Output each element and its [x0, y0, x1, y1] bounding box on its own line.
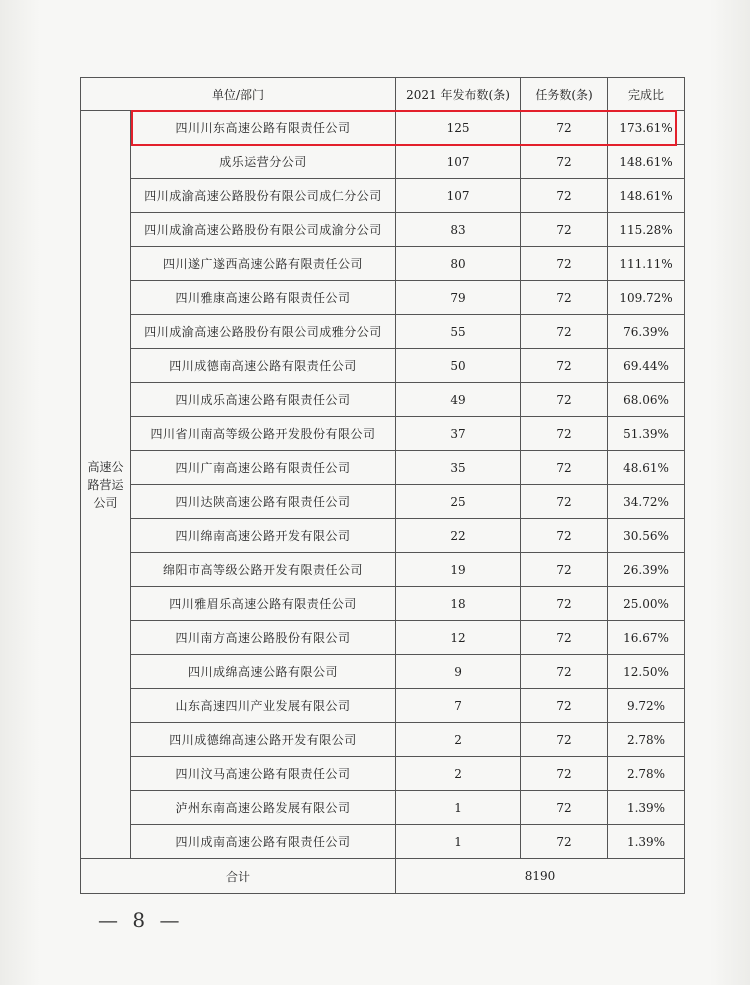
published-cell: 55	[396, 315, 521, 349]
table-row	[81, 485, 685, 519]
ratio-cell: 76.39%	[608, 315, 685, 349]
ratio-cell: 109.72%	[608, 281, 685, 315]
unit-cell: 泸州东南高速公路发展有限公司	[131, 791, 396, 825]
unit-cell: 成乐运营分公司	[131, 145, 396, 179]
tasks-cell: 72	[521, 553, 608, 587]
published-cell: 107	[396, 145, 521, 179]
ratio-cell: 1.39%	[608, 791, 685, 825]
table-row	[81, 587, 685, 621]
unit-cell: 四川汶马高速公路有限责任公司	[131, 757, 396, 791]
tasks-cell: 72	[521, 825, 608, 859]
tasks-cell: 72	[521, 587, 608, 621]
unit-cell: 四川雅康高速公路有限责任公司	[131, 281, 396, 315]
unit-cell: 四川广南高速公路有限责任公司	[131, 451, 396, 485]
header-published: 2021 年发布数(条)	[396, 78, 521, 111]
unit-cell: 四川绵南高速公路开发有限公司	[131, 519, 396, 553]
tasks-cell: 72	[521, 689, 608, 723]
ratio-cell: 30.56%	[608, 519, 685, 553]
table-row	[81, 349, 685, 383]
category-line: 高速公	[87, 459, 124, 474]
unit-cell: 四川成乐高速公路有限责任公司	[131, 383, 396, 417]
tasks-cell: 72	[521, 757, 608, 791]
table-header-row	[81, 78, 685, 111]
header-ratio: 完成比	[608, 78, 685, 111]
table-row	[81, 417, 685, 451]
published-cell: 22	[396, 519, 521, 553]
header-unit: 单位/部门	[81, 78, 396, 111]
table-row	[81, 519, 685, 553]
published-cell: 37	[396, 417, 521, 451]
unit-cell: 四川省川南高等级公路开发股份有限公司	[131, 417, 396, 451]
table-row	[81, 621, 685, 655]
unit-cell: 四川成渝高速公路股份有限公司成雅分公司	[131, 315, 396, 349]
published-cell: 12	[396, 621, 521, 655]
total-row	[81, 859, 685, 894]
table-row	[81, 451, 685, 485]
published-cell: 35	[396, 451, 521, 485]
table-row	[81, 179, 685, 213]
published-cell: 1	[396, 825, 521, 859]
published-cell: 83	[396, 213, 521, 247]
published-cell: 49	[396, 383, 521, 417]
table-row	[81, 553, 685, 587]
table-row	[81, 825, 685, 859]
published-cell: 2	[396, 757, 521, 791]
ratio-cell: 111.11%	[608, 247, 685, 281]
published-cell: 7	[396, 689, 521, 723]
unit-cell: 四川成德绵高速公路开发有限公司	[131, 723, 396, 757]
table-row	[81, 791, 685, 825]
unit-cell: 四川成南高速公路有限责任公司	[131, 825, 396, 859]
ratio-cell: 2.78%	[608, 757, 685, 791]
unit-cell: 四川雅眉乐高速公路有限责任公司	[131, 587, 396, 621]
ratio-cell: 26.39%	[608, 553, 685, 587]
unit-cell: 山东高速四川产业发展有限公司	[131, 689, 396, 723]
published-cell: 80	[396, 247, 521, 281]
header-tasks: 任务数(条)	[521, 78, 608, 111]
tasks-cell: 72	[521, 247, 608, 281]
published-cell: 1	[396, 791, 521, 825]
tasks-cell: 72	[521, 417, 608, 451]
unit-cell: 四川成德南高速公路有限责任公司	[131, 349, 396, 383]
ratio-cell: 173.61%	[608, 111, 685, 145]
ratio-cell: 69.44%	[608, 349, 685, 383]
ratio-cell: 25.00%	[608, 587, 685, 621]
unit-cell: 四川成渝高速公路股份有限公司成渝分公司	[131, 213, 396, 247]
table-row	[81, 247, 685, 281]
total-label: 合计	[81, 859, 396, 894]
published-cell: 50	[396, 349, 521, 383]
published-cell: 9	[396, 655, 521, 689]
table-row	[81, 689, 685, 723]
published-cell: 2	[396, 723, 521, 757]
published-cell: 19	[396, 553, 521, 587]
unit-cell: 四川南方高速公路股份有限公司	[131, 621, 396, 655]
table-row	[81, 655, 685, 689]
table-body	[81, 111, 685, 859]
ratio-cell: 34.72%	[608, 485, 685, 519]
unit-cell: 四川成渝高速公路股份有限公司成仁分公司	[131, 179, 396, 213]
tasks-cell: 72	[521, 281, 608, 315]
tasks-cell: 72	[521, 179, 608, 213]
tasks-cell: 72	[521, 111, 608, 145]
unit-cell: 绵阳市高等级公路开发有限责任公司	[131, 553, 396, 587]
tasks-cell: 72	[521, 655, 608, 689]
category-line: 公司	[93, 495, 118, 510]
published-cell: 25	[396, 485, 521, 519]
tasks-cell: 72	[521, 451, 608, 485]
page-number: — 8 —	[98, 908, 184, 932]
published-cell: 125	[396, 111, 521, 145]
total-value: 8190	[396, 859, 685, 894]
table-row	[81, 213, 685, 247]
category-line: 路营运	[87, 477, 124, 492]
published-cell: 18	[396, 587, 521, 621]
ratio-cell: 16.67%	[608, 621, 685, 655]
tasks-cell: 72	[521, 383, 608, 417]
category-cell	[81, 111, 131, 859]
tasks-cell: 72	[521, 213, 608, 247]
unit-cell: 四川成绵高速公路有限公司	[131, 655, 396, 689]
unit-cell: 四川川东高速公路有限责任公司	[131, 111, 396, 145]
ratio-cell: 9.72%	[608, 689, 685, 723]
ratio-cell: 48.61%	[608, 451, 685, 485]
table-row	[81, 723, 685, 757]
tasks-cell: 72	[521, 349, 608, 383]
unit-cell: 四川达陕高速公路有限责任公司	[131, 485, 396, 519]
ratio-cell: 12.50%	[608, 655, 685, 689]
ratio-cell: 1.39%	[608, 825, 685, 859]
table-row	[81, 145, 685, 179]
tasks-cell: 72	[521, 621, 608, 655]
unit-cell: 四川遂广遂西高速公路有限责任公司	[131, 247, 396, 281]
ratio-cell: 148.61%	[608, 179, 685, 213]
ratio-cell: 68.06%	[608, 383, 685, 417]
table-row	[81, 315, 685, 349]
ratio-cell: 2.78%	[608, 723, 685, 757]
tasks-cell: 72	[521, 723, 608, 757]
published-cell: 79	[396, 281, 521, 315]
ratio-cell: 148.61%	[608, 145, 685, 179]
published-cell: 107	[396, 179, 521, 213]
ratio-cell: 115.28%	[608, 213, 685, 247]
table-row	[81, 757, 685, 791]
table-row	[81, 383, 685, 417]
table-row	[81, 111, 685, 145]
table-row	[81, 281, 685, 315]
tasks-cell: 72	[521, 519, 608, 553]
tasks-cell: 72	[521, 315, 608, 349]
statistics-table	[80, 77, 685, 894]
tasks-cell: 72	[521, 145, 608, 179]
ratio-cell: 51.39%	[608, 417, 685, 451]
tasks-cell: 72	[521, 485, 608, 519]
tasks-cell: 72	[521, 791, 608, 825]
